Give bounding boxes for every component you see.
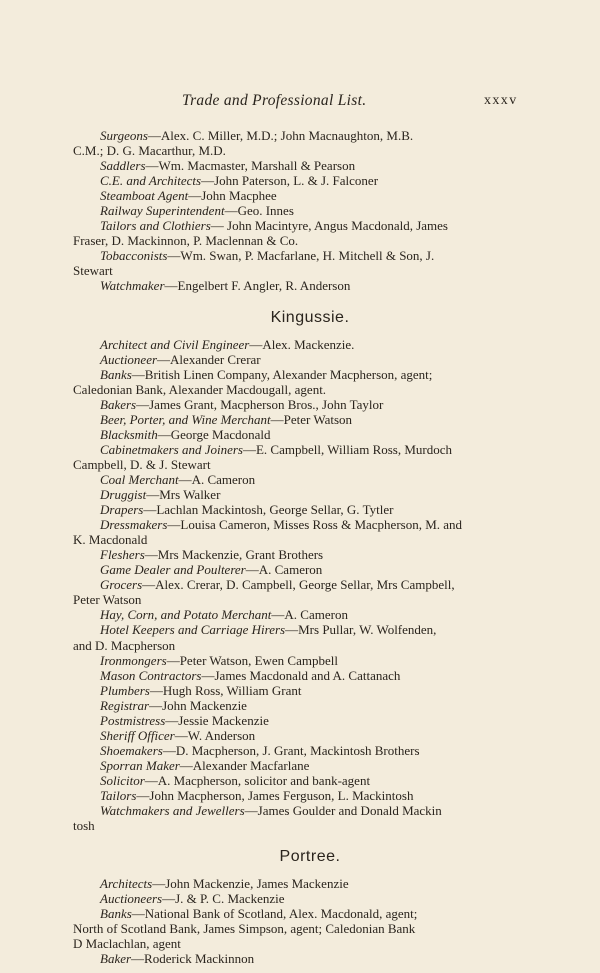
trade-category: Cabinetmakers and Joiners	[100, 441, 243, 457]
entry-separator: —	[143, 502, 157, 518]
entry-names: A. Macpherson, solicitor and bank-agent	[157, 772, 371, 788]
trade-category: Banks	[100, 366, 132, 382]
entry-separator: —	[149, 697, 163, 713]
trade-category: C.E. and Architects	[100, 173, 202, 189]
directory-entry	[100, 668, 520, 683]
entry-separator: —	[152, 876, 166, 892]
entry-separator: —	[201, 173, 215, 189]
entry-names: James Goulder and Donald Mackin	[257, 803, 442, 819]
entry-separator: —	[157, 426, 171, 442]
entry-separator: —	[157, 351, 171, 367]
entry-names: Alex. Mackenzie.	[262, 336, 355, 352]
directory-entry	[73, 803, 520, 834]
trade-category: Sheriff Officer	[100, 727, 175, 743]
trade-category: Blacksmith	[100, 426, 158, 442]
entry-separator: —	[164, 278, 178, 294]
entry-separator: —	[144, 772, 158, 788]
entry-separator: —	[270, 411, 284, 427]
trade-category: Dressmakers	[100, 517, 168, 533]
entry-names: Roderick Mackinnon	[144, 951, 255, 967]
directory-entry	[100, 412, 520, 427]
directory-entry	[73, 622, 520, 653]
trade-category: Watchmakers and Jewellers	[100, 803, 245, 819]
entry-continuation: tosh	[73, 818, 95, 834]
directory-entry	[100, 607, 520, 622]
trade-category: Tailors	[100, 787, 137, 803]
trade-category: Baker	[100, 951, 132, 967]
entry-names: Geo. Innes	[237, 203, 294, 219]
running-title: Trade and Professional List.	[182, 92, 367, 109]
entry-continuation: Caledonian Bank, Alexander Macdougall, agent.	[73, 381, 327, 397]
directory-entry	[100, 743, 520, 758]
directory-entry	[100, 758, 520, 773]
directory-entry	[100, 728, 520, 743]
trade-category: Hay, Corn, and Potato Merchant	[100, 607, 272, 623]
entry-separator: —	[162, 742, 176, 758]
trade-category: Mason Contractors	[100, 667, 202, 683]
entry-separator: —	[242, 441, 256, 457]
directory-entry	[100, 788, 520, 803]
trade-category: Tailors and Clothiers	[100, 218, 211, 234]
entry-names: John Paterson, L. & J. Falconer	[214, 173, 379, 189]
entry-separator: —	[271, 607, 285, 623]
entry-separator: —	[201, 667, 215, 683]
entry-names: National Bank of Scotland, Alex. Macdonald, agent;	[144, 906, 418, 922]
entry-separator: —	[224, 203, 238, 219]
entry-continuation: Peter Watson	[73, 592, 142, 608]
entry-continuation: Fraser, D. Mackinnon, P. Maclennan & Co.	[73, 233, 299, 249]
entry-separator: —	[144, 547, 158, 563]
entry-separator: —	[165, 712, 179, 728]
entry-separator: —	[174, 727, 188, 743]
trade-category: Tobacconists	[100, 248, 168, 264]
entry-names: E. Campbell, William Ross, Murdoch	[255, 441, 453, 457]
trade-category: Fleshers	[100, 547, 145, 563]
entry-separator: —	[188, 188, 202, 204]
entry-names: Jessie Mackenzie	[178, 712, 269, 728]
trade-category: Drapers	[100, 502, 144, 518]
trade-category: Coal Merchant	[100, 471, 179, 487]
entry-separator: —	[249, 336, 263, 352]
directory-entry	[100, 876, 520, 891]
entry-separator: —	[285, 622, 299, 638]
entry-names: A. Cameron	[258, 562, 323, 578]
directory-entry	[100, 397, 520, 412]
directory-entry	[100, 547, 520, 562]
trade-category: Beer, Porter, and Wine Merchant	[100, 411, 271, 427]
trade-category: Steamboat Agent	[100, 188, 189, 204]
entry-names: A. Cameron	[284, 607, 348, 623]
trade-category: Bakers	[100, 396, 137, 412]
trade-category: Postmistress	[100, 712, 166, 728]
entry-separator: —	[162, 891, 176, 907]
page-number: xxxv	[484, 93, 518, 108]
directory-entry	[100, 158, 520, 173]
directory-entry	[100, 653, 520, 668]
directory-entry	[73, 218, 520, 249]
directory-entry	[100, 951, 520, 966]
trade-list	[73, 128, 520, 967]
entry-names: Alex. Crerar, D. Campbell, George Sellar, Mrs Campbell,	[155, 577, 455, 593]
entry-separator: —	[131, 366, 145, 382]
entry-names: W. Anderson	[187, 727, 256, 743]
trade-category: Solicitor	[100, 772, 145, 788]
trade-category: Saddlers	[100, 158, 146, 174]
entry-separator: —	[142, 577, 156, 593]
entry-continuation: North of Scotland Bank, James Simpson, agent; Caledonian Bank	[73, 921, 416, 937]
trade-category: Surgeons	[100, 128, 148, 143]
entry-continuation: Stewart	[73, 263, 113, 279]
entry-names: Wm. Swan, P. Macfarlane, H. Mitchell & Son, J.	[180, 248, 435, 264]
directory-entry	[100, 562, 520, 577]
entry-names: John Mackenzie	[162, 697, 247, 713]
directory-entry	[73, 936, 520, 952]
entry-names: Mrs Mackenzie, Grant Brothers	[157, 547, 324, 563]
entry-names: Alex. C. Miller, M.D.; John Macnaughton, M.B.	[160, 128, 414, 143]
directory-entry	[100, 352, 520, 367]
directory-entry	[73, 441, 520, 472]
directory-entry	[100, 173, 520, 188]
entry-names: John Macpherson, James Ferguson, L. Mackintosh	[149, 787, 414, 803]
entry-separator: —	[131, 906, 145, 922]
directory-entry	[100, 427, 520, 442]
trade-category: Architect and Civil Engineer	[100, 336, 250, 352]
entry-separator: —	[149, 682, 163, 698]
directory-entry	[73, 906, 520, 937]
entry-separator: —	[179, 757, 193, 773]
directory-entry	[73, 517, 520, 548]
directory-entry	[73, 248, 520, 279]
entry-names: James Macdonald and A. Cattanach	[214, 667, 401, 683]
directory-entry	[100, 502, 520, 517]
directory-entry	[100, 683, 520, 698]
trade-category: Auctioneers	[100, 891, 163, 907]
trade-category: Architects	[100, 876, 153, 892]
directory-entry	[100, 891, 520, 906]
trade-category: Plumbers	[100, 682, 150, 698]
trade-category: Sporran Maker	[100, 757, 180, 773]
entry-names: Peter Watson, Ewen Campbell	[179, 652, 338, 668]
entry-names: Wm. Macmaster, Marshall & Pearson	[158, 158, 356, 174]
entry-names: Lachlan Mackintosh, George Sellar, G. Tytler	[156, 502, 394, 518]
entry-names: Alexander Crerar	[170, 351, 261, 367]
entry-names: George Macdonald	[170, 426, 271, 442]
directory-entry	[73, 366, 520, 397]
entry-separator: —	[136, 396, 150, 412]
entry-separator: —	[210, 218, 228, 234]
entry-names: British Linen Company, Alexander Macpherson, agent;	[144, 366, 433, 382]
entry-names: Engelbert F. Angler, R. Anderson	[177, 278, 351, 294]
trade-category: Auctioneer	[100, 351, 158, 367]
entry-names: D. Macpherson, J. Grant, Mackintosh Brothers	[175, 742, 420, 758]
entry-continuation: K. Macdonald	[73, 532, 148, 548]
town-heading: Kingussie.	[270, 308, 350, 326]
entry-names: Mrs Walker	[159, 487, 221, 503]
trade-category: Banks	[100, 906, 132, 922]
entry-names: John Mackenzie, James Mackenzie	[165, 876, 349, 892]
directory-entry	[100, 188, 520, 203]
directory-entry	[73, 577, 520, 608]
entry-names: J. & P. C. Mackenzie	[175, 891, 285, 907]
page-header	[0, 92, 600, 114]
entry-separator: —	[245, 562, 259, 578]
entry-continuation: Campbell, D. & J. Stewart	[73, 456, 211, 472]
entry-separator: —	[167, 248, 181, 264]
entry-separator: —	[166, 652, 180, 668]
trade-category: Grocers	[100, 577, 143, 593]
town-heading: Portree.	[279, 848, 341, 866]
entry-separator: —	[136, 787, 150, 803]
entry-separator: —	[167, 517, 181, 533]
trade-category: Hotel Keepers and Carriage Hirers	[100, 622, 286, 638]
entry-names: Louisa Cameron, Misses Ross & Macpherson, M. and	[180, 517, 463, 533]
entry-names: John Macintyre, Angus Macdonald, James	[227, 218, 448, 234]
directory-entry	[100, 698, 520, 713]
directory-entry	[100, 773, 520, 788]
directory-entry	[100, 713, 520, 728]
entry-separator: —	[178, 471, 192, 487]
entry-names: Alexander Macfarlane	[192, 757, 310, 773]
trade-category: Railway Superintendent	[100, 203, 225, 219]
directory-entry	[100, 278, 520, 293]
trade-category: Game Dealer and Poulterer	[100, 562, 246, 578]
entry-separator: —	[146, 487, 160, 503]
entry-names: James Grant, Macpherson Bros., John Taylor	[149, 396, 384, 412]
directory-entry	[100, 487, 520, 502]
directory-entry	[100, 337, 520, 352]
entry-continuation: and D. Macpherson	[73, 637, 176, 653]
entry-names: John Macphee	[201, 188, 277, 204]
entry-names: A. Cameron	[191, 471, 256, 487]
entry-continuation: D Maclachlan, agent	[73, 936, 181, 952]
entry-names: Mrs Pullar, W. Wolfenden,	[298, 622, 437, 638]
directory-entry	[100, 203, 520, 218]
trade-category: Shoemakers	[100, 742, 163, 758]
entry-names: Peter Watson	[283, 411, 353, 427]
trade-category: Watchmaker	[100, 278, 165, 294]
directory-entry	[73, 128, 520, 159]
entry-separator: —	[131, 951, 145, 967]
directory-entry	[100, 472, 520, 487]
trade-category: Ironmongers	[100, 652, 167, 668]
entry-separator: —	[147, 128, 161, 143]
trade-category: Registrar	[100, 697, 150, 713]
trade-category: Druggist	[100, 487, 147, 503]
entry-separator: —	[145, 158, 159, 174]
entry-separator: —	[244, 803, 258, 819]
entry-names: Hugh Ross, William Grant	[162, 682, 302, 698]
entry-continuation: C.M.; D. G. Macarthur, M.D.	[73, 143, 226, 159]
